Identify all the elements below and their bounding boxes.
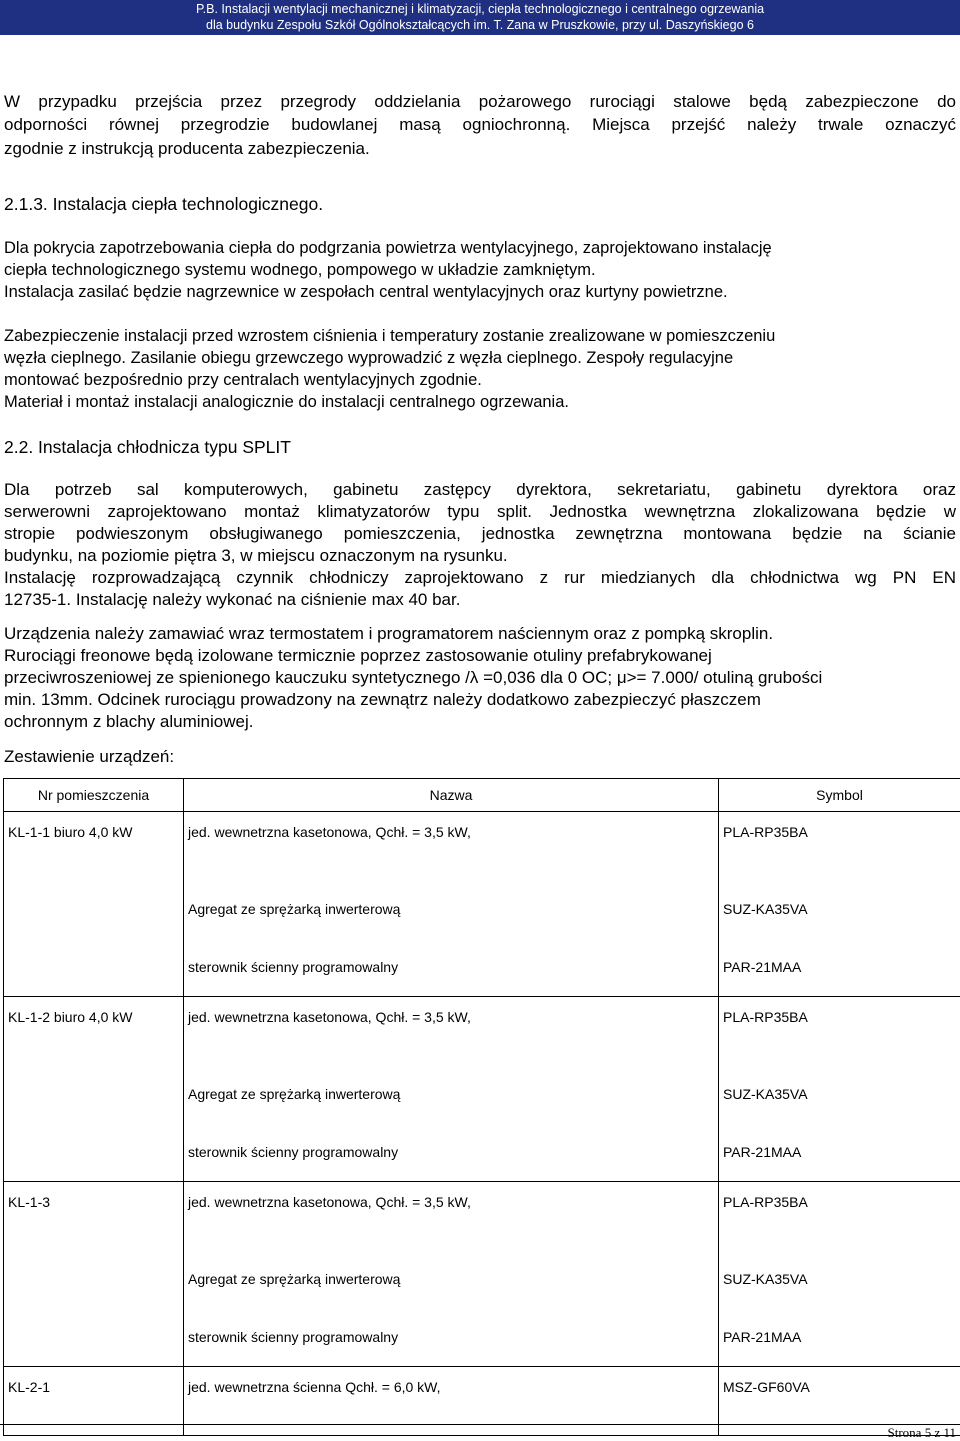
paragraph-line: węzła cieplnego. Zasilanie obiegu grzewczego wyprowadzić z węzła cieplnego. Zespoły regulacyjne: [4, 347, 956, 369]
table-row: [4, 1308, 960, 1367]
paragraph-line: Dla pokrycia zapotrzebowania ciepła do podgrzania powietrza wentylacyjnego, zaprojektowano instalację: [4, 237, 956, 259]
document-header: [0, 0, 960, 35]
cell-symbol: PAR-21MAA: [719, 1123, 960, 1182]
paragraph-line: Instalację rozprowadzającą czynnik chłodniczy zaprojektowano z rur miedzianych dla chłodnictwa wg PN EN: [4, 567, 956, 589]
table-row: [4, 1123, 960, 1182]
cell-name: Agregat ze sprężarką inwerterową: [184, 880, 719, 938]
cell-name: jed. wewnetrzna kasetonowa, Qchł. = 3,5 kW,: [184, 997, 719, 1066]
cell-room: [4, 1308, 184, 1367]
table-row: [4, 938, 960, 997]
cell-symbol: PLA-RP35BA: [719, 1182, 960, 1251]
cell-room: [4, 880, 184, 938]
table-row: [4, 1250, 960, 1308]
cell-symbol: PLA-RP35BA: [719, 997, 960, 1066]
paragraph-line: budynku, na poziomie piętra 3, w miejscu oznaczonym na rysunku.: [4, 545, 956, 567]
cell-room: KL-1-2 biuro 4,0 kW: [4, 997, 184, 1066]
cell-name: Agregat ze sprężarką inwerterową: [184, 1065, 719, 1123]
cell-symbol: SUZ-KA35VA: [719, 880, 960, 938]
table-row: [4, 1367, 960, 1436]
paragraph-line: Urządzenia należy zamawiać wraz termostatem i programatorem naściennym oraz z pompką skroplin.: [4, 623, 956, 645]
table-row: [4, 880, 960, 938]
cell-room: KL-1-3: [4, 1182, 184, 1251]
cell-room: [4, 1250, 184, 1308]
intro-line: W przypadku przejścia przez przegrody oddzielania pożarowego rurociągi stalowe będą zabezpieczone do: [4, 91, 956, 113]
table-header-row: [4, 779, 960, 812]
cell-symbol: SUZ-KA35VA: [719, 1250, 960, 1308]
section-heading-2-1-3: 2.1.3. Instalacja ciepła technologicznego.: [4, 193, 956, 215]
table-row: [4, 1182, 960, 1251]
cell-name: Agregat ze sprężarką inwerterową: [184, 1250, 719, 1308]
table-row: [4, 812, 960, 881]
header-line-2: dla budynku Zespołu Szkół Ogólnokształcących im. T. Zana w Pruszkowie, przy ul. Daszyńskiego 6: [0, 17, 960, 33]
table-row: [4, 1065, 960, 1123]
paragraph-line: Rurociągi freonowe będą izolowane termicznie poprzez zastosowanie otuliny prefabrykowanej: [4, 645, 956, 667]
equipment-table: [3, 778, 960, 1436]
paragraph-line: stropie podwieszonym obsługiwanego pomieszczenia, jednostka zewnętrzna montowana będzie na ścianie: [4, 523, 956, 545]
intro-line: odporności równej przegrodzie budowlanej masą ogniochronną. Miejsca przejść należy trwale oznaczyć: [4, 114, 956, 136]
cell-room: KL-2-1: [4, 1367, 184, 1436]
cell-room: [4, 938, 184, 997]
column-header-symbol: Symbol: [719, 779, 960, 812]
paragraph-line: ochronnym z blachy aluminiowej.: [4, 711, 956, 733]
cell-name: jed. wewnetrzna kasetonowa, Qchł. = 3,5 kW,: [184, 1182, 719, 1251]
column-header-room: Nr pomieszczenia: [4, 779, 184, 812]
paragraph-line: przeciwroszeniowej ze spienionego kauczuku syntetycznego /λ =0,036 dla 0 OC; μ>= 7.000/ otuliną grubości: [4, 667, 956, 689]
cell-room: [4, 1123, 184, 1182]
cell-name: sterownik ścienny programowalny: [184, 938, 719, 997]
cell-room: [4, 1065, 184, 1123]
paragraph-line: Instalacja zasilać będzie nagrzewnice w zespołach central wentylacyjnych oraz kurtyny powietrzne.: [4, 281, 956, 303]
intro-line: zgodnie z instrukcją producenta zabezpieczenia.: [4, 138, 956, 160]
cell-symbol: SUZ-KA35VA: [719, 1065, 960, 1123]
paragraph-line: Zabezpieczenie instalacji przed wzrostem ciśnienia i temperatury zostanie zrealizowane w pomieszczeniu: [4, 325, 956, 347]
list-heading: Zestawienie urządzeń:: [4, 746, 956, 768]
cell-name: sterownik ścienny programowalny: [184, 1123, 719, 1182]
cell-symbol: PAR-21MAA: [719, 938, 960, 997]
cell-symbol: PLA-RP35BA: [719, 812, 960, 881]
paragraph-line: ciepła technologicznego systemu wodnego, pompowego w układzie zamkniętym.: [4, 259, 956, 281]
header-line-1: P.B. Instalacji wentylacji mechanicznej i klimatyzacji, ciepła technologicznego i centralnego ogrzewania: [0, 1, 960, 17]
cell-name: jed. wewnetrzna kasetonowa, Qchł. = 3,5 kW,: [184, 812, 719, 881]
cell-name: sterownik ścienny programowalny: [184, 1308, 719, 1367]
paragraph-line: min. 13mm. Odcinek rurociągu prowadzony na zewnątrz należy dodatkowo zabezpieczyć płaszczem: [4, 689, 956, 711]
paragraph-line: Dla potrzeb sal komputerowych, gabinetu zastępcy dyrektora, sekretariatu, gabinetu dyrektora oraz: [4, 479, 956, 501]
column-header-name: Nazwa: [184, 779, 719, 812]
cell-symbol: PAR-21MAA: [719, 1308, 960, 1367]
footer-divider: [0, 1424, 960, 1425]
paragraph-line: serwerowni zaprojektowano montaż klimatyzatorów typu split. Jednostka wewnętrzna zlokalizowana będzie w: [4, 501, 956, 523]
page-number: Strona 5 z 11: [888, 1425, 956, 1441]
table-row: [4, 997, 960, 1066]
paragraph-line: Materiał i montaż instalacji analogicznie do instalacji centralnego ogrzewania.: [4, 391, 956, 413]
section-heading-2-2: 2.2. Instalacja chłodnicza typu SPLIT: [4, 436, 956, 458]
cell-symbol: MSZ-GF60VA: [719, 1367, 960, 1436]
cell-name: jed. wewnetrzna ścienna Qchł. = 6,0 kW,: [184, 1367, 719, 1436]
cell-room: KL-1-1 biuro 4,0 kW: [4, 812, 184, 881]
paragraph-line: 12735-1. Instalację należy wykonać na ciśnienie max 40 bar.: [4, 589, 956, 611]
paragraph-line: montować bezpośrednio przy centralach wentylacyjnych zgodnie.: [4, 369, 956, 391]
